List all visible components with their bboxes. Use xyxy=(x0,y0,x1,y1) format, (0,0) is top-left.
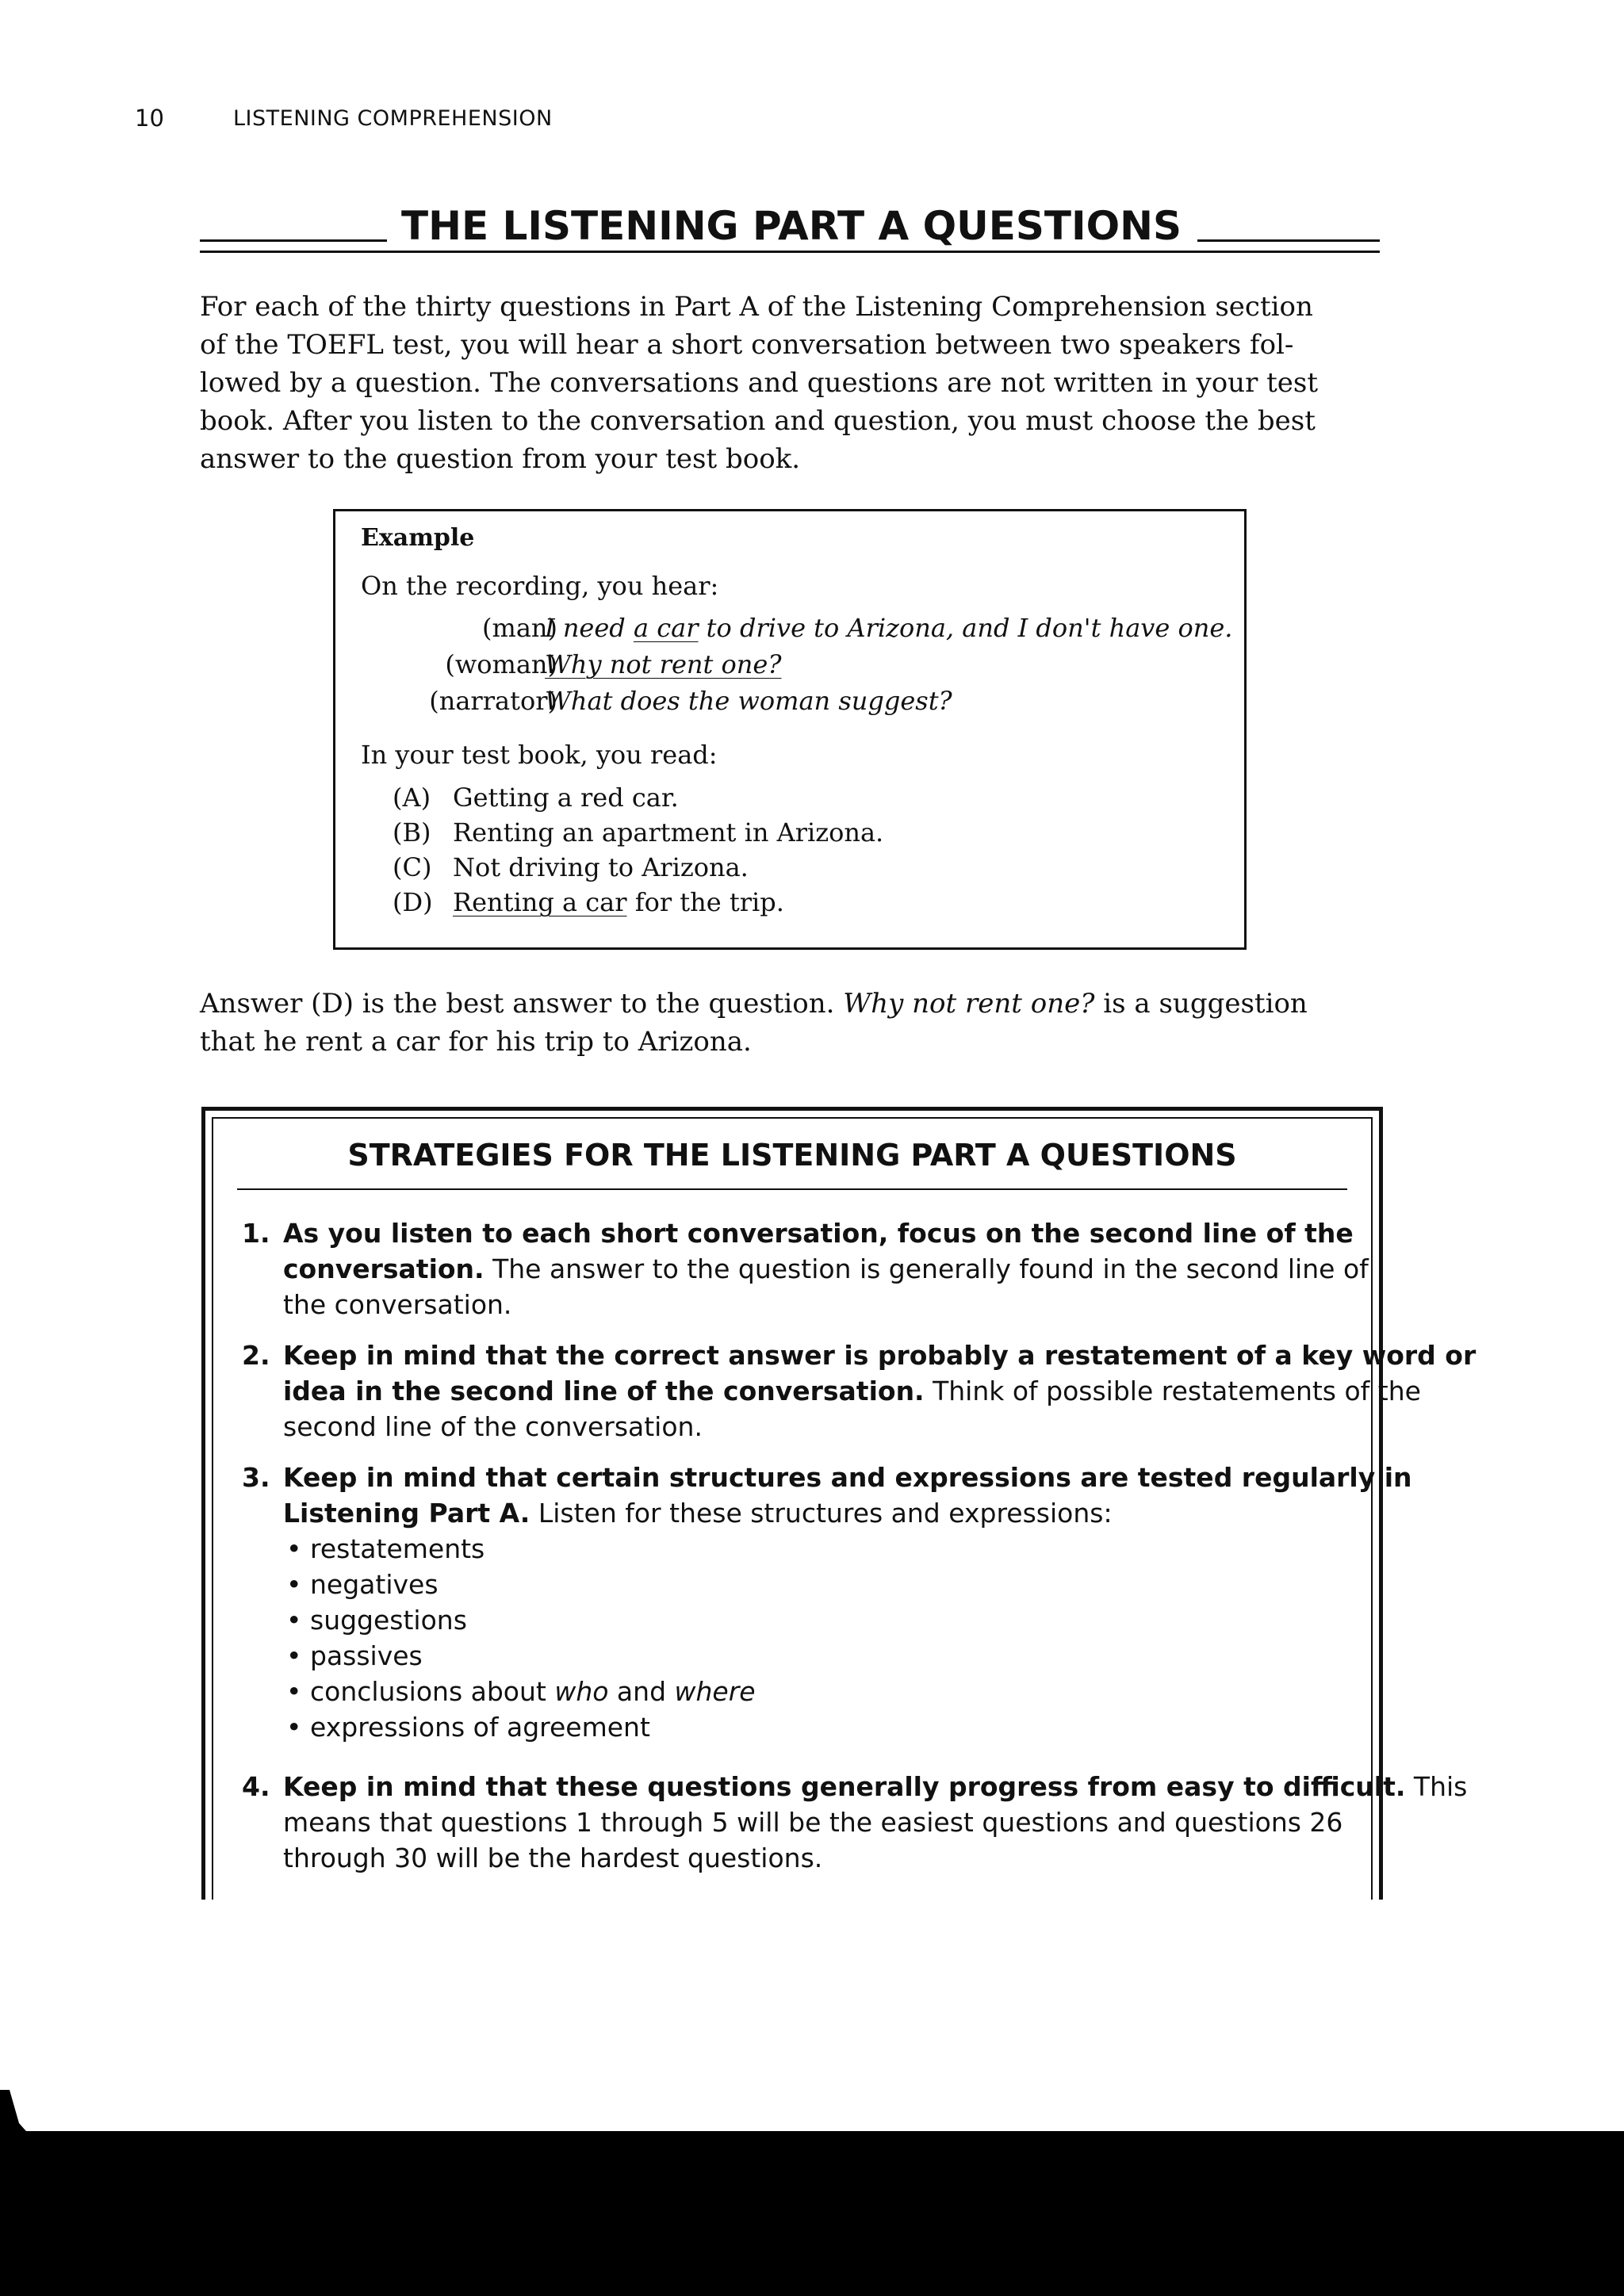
running-header: LISTENING COMPREHENSION xyxy=(233,106,553,131)
strategy-line xyxy=(283,1769,1468,1804)
strategy-line xyxy=(283,1373,1421,1409)
bullet-italic: who xyxy=(554,1676,609,1707)
bullet-text: negatives xyxy=(310,1569,439,1600)
example-read-label: In your test book, you read: xyxy=(361,740,718,770)
page-number: 10 xyxy=(135,105,164,132)
option-text: Renting an apartment in Arizona. xyxy=(453,817,884,848)
speaker-woman: (woman) xyxy=(445,649,557,679)
bullet-text: suggestions xyxy=(310,1605,467,1636)
strategies-title: STRATEGIES FOR THE LISTENING PART A QUESTIONS xyxy=(347,1138,1237,1173)
intro-line: answer to the question from your test book. xyxy=(200,443,801,475)
option-letter: (B) xyxy=(393,817,431,848)
example-title: Example xyxy=(361,524,475,552)
bullet-item xyxy=(283,1674,1362,1709)
option-rest: for the trip. xyxy=(626,887,784,917)
bullet-text: expressions of agreement xyxy=(310,1712,650,1743)
bullet-text: and xyxy=(608,1676,675,1707)
speaker-narrator: (narrator) xyxy=(429,686,557,716)
answer-italic: Why not rent one? xyxy=(843,988,1095,1020)
strategies-box xyxy=(201,1107,1477,1900)
answer-paragraph xyxy=(200,985,1389,1061)
option-text: Not driving to Arizona. xyxy=(453,852,749,882)
scan-edge xyxy=(0,2090,32,2137)
strategy-text: The answer to the question is generally found in the second line of xyxy=(484,1253,1369,1284)
bullet-icon: • xyxy=(286,1569,302,1600)
strategy-text: This xyxy=(1405,1771,1468,1802)
title-rule-left xyxy=(200,239,387,242)
option-underlined: Renting a car xyxy=(453,887,627,917)
option-letter: (D) xyxy=(393,887,433,917)
page-title: THE LISTENING PART A QUESTIONS xyxy=(401,203,1182,249)
answer-line: that he rent a car for his trip to Arizona. xyxy=(200,1026,752,1058)
bullet-item xyxy=(283,1531,1362,1567)
dialogue-underlined: Why not rent one? xyxy=(545,649,782,679)
strategy-bullet-list xyxy=(283,1531,1362,1745)
bullet-icon: • xyxy=(286,1676,302,1707)
bullet-item xyxy=(283,1602,1362,1638)
speaker-man: (man) xyxy=(482,613,557,643)
bullet-icon: • xyxy=(286,1712,302,1743)
strategy-bold: Listening Part A. xyxy=(283,1498,530,1529)
strategy-line xyxy=(283,1495,1362,1531)
option-letter: (C) xyxy=(393,852,432,882)
intro-line: For each of the thirty questions in Part A of the Listening Comprehension section xyxy=(200,291,1313,323)
scan-background xyxy=(0,2131,1624,2296)
option-text: Getting a red car. xyxy=(453,783,679,813)
dialogue-line-woman xyxy=(545,649,782,679)
example-hear-label: On the recording, you hear: xyxy=(361,571,719,601)
strategy-body xyxy=(283,1215,1369,1322)
strategy-bold: conversation. xyxy=(283,1253,485,1284)
bullet-text: conclusions about xyxy=(310,1676,555,1707)
strategy-text: through 30 will be the hardest questions. xyxy=(283,1843,823,1873)
dialogue-line-narrator: What does the woman suggest? xyxy=(545,686,952,716)
option-text-d xyxy=(453,887,784,917)
strategy-number: 3. xyxy=(242,1462,270,1493)
intro-line: book. After you listen to the conversation and question, you must choose the best xyxy=(200,405,1316,437)
answer-line xyxy=(200,985,1389,1023)
strategy-text: Think of possible restatements of the xyxy=(924,1376,1421,1406)
bullet-icon: • xyxy=(286,1640,302,1671)
strategy-text: second line of the conversation. xyxy=(283,1411,703,1442)
strategy-number: 4. xyxy=(242,1771,270,1802)
dialogue-line-man xyxy=(545,613,1232,643)
bullet-item xyxy=(283,1638,1362,1674)
strategy-bold: idea in the second line of the conversation. xyxy=(283,1376,925,1406)
intro-paragraph xyxy=(200,288,1389,478)
strategy-body xyxy=(283,1769,1468,1876)
dialogue-text: I need xyxy=(545,613,634,643)
intro-line: lowed by a question. The conversations and questions are not written in your test xyxy=(200,367,1319,399)
bullet-icon: • xyxy=(286,1605,302,1636)
strategy-bold: Keep in mind that these questions generally progress from easy to difficult. xyxy=(283,1771,1406,1802)
strategy-body xyxy=(283,1337,1477,1445)
answer-text: is a suggestion xyxy=(1094,988,1308,1020)
bullet-item xyxy=(283,1567,1362,1602)
option-letter: (A) xyxy=(393,783,431,813)
bullet-italic: where xyxy=(674,1676,756,1707)
bullet-icon: • xyxy=(286,1533,302,1564)
strategy-bold: As you listen to each short conversation, focus on the second line of the xyxy=(283,1218,1354,1249)
strategies-title-rule xyxy=(237,1188,1347,1190)
intro-line: of the TOEFL test, you will hear a short conversation between two speakers fol- xyxy=(200,329,1294,361)
section-title-row xyxy=(200,200,1380,252)
strategies-inner-frame xyxy=(212,1117,1477,1900)
strategy-number: 2. xyxy=(242,1340,270,1371)
strategy-line xyxy=(283,1251,1369,1287)
title-rule-bottom xyxy=(200,251,1380,253)
strategy-text: means that questions 1 through 5 will be the easiest questions and questions 26 xyxy=(283,1807,1343,1838)
bullet-text: passives xyxy=(310,1640,423,1671)
example-box xyxy=(333,509,1247,950)
dialogue-text: to drive to Arizona, and I don't have one. xyxy=(698,613,1233,643)
bullet-text: restatements xyxy=(310,1533,485,1564)
strategy-number: 1. xyxy=(242,1218,270,1249)
strategy-bold: Keep in mind that certain structures and expressions are tested regularly in xyxy=(283,1462,1412,1493)
dialogue-underlined: a car xyxy=(633,613,699,643)
strategy-text: Listen for these structures and expressions: xyxy=(530,1498,1113,1529)
strategy-body xyxy=(283,1460,1412,1745)
title-rule-right xyxy=(1197,239,1380,242)
answer-text: Answer (D) is the best answer to the question. xyxy=(200,988,844,1020)
bullet-item xyxy=(283,1709,1362,1745)
strategy-text: the conversation. xyxy=(283,1289,512,1320)
strategy-bold: Keep in mind that the correct answer is probably a restatement of a key word or xyxy=(283,1340,1477,1371)
